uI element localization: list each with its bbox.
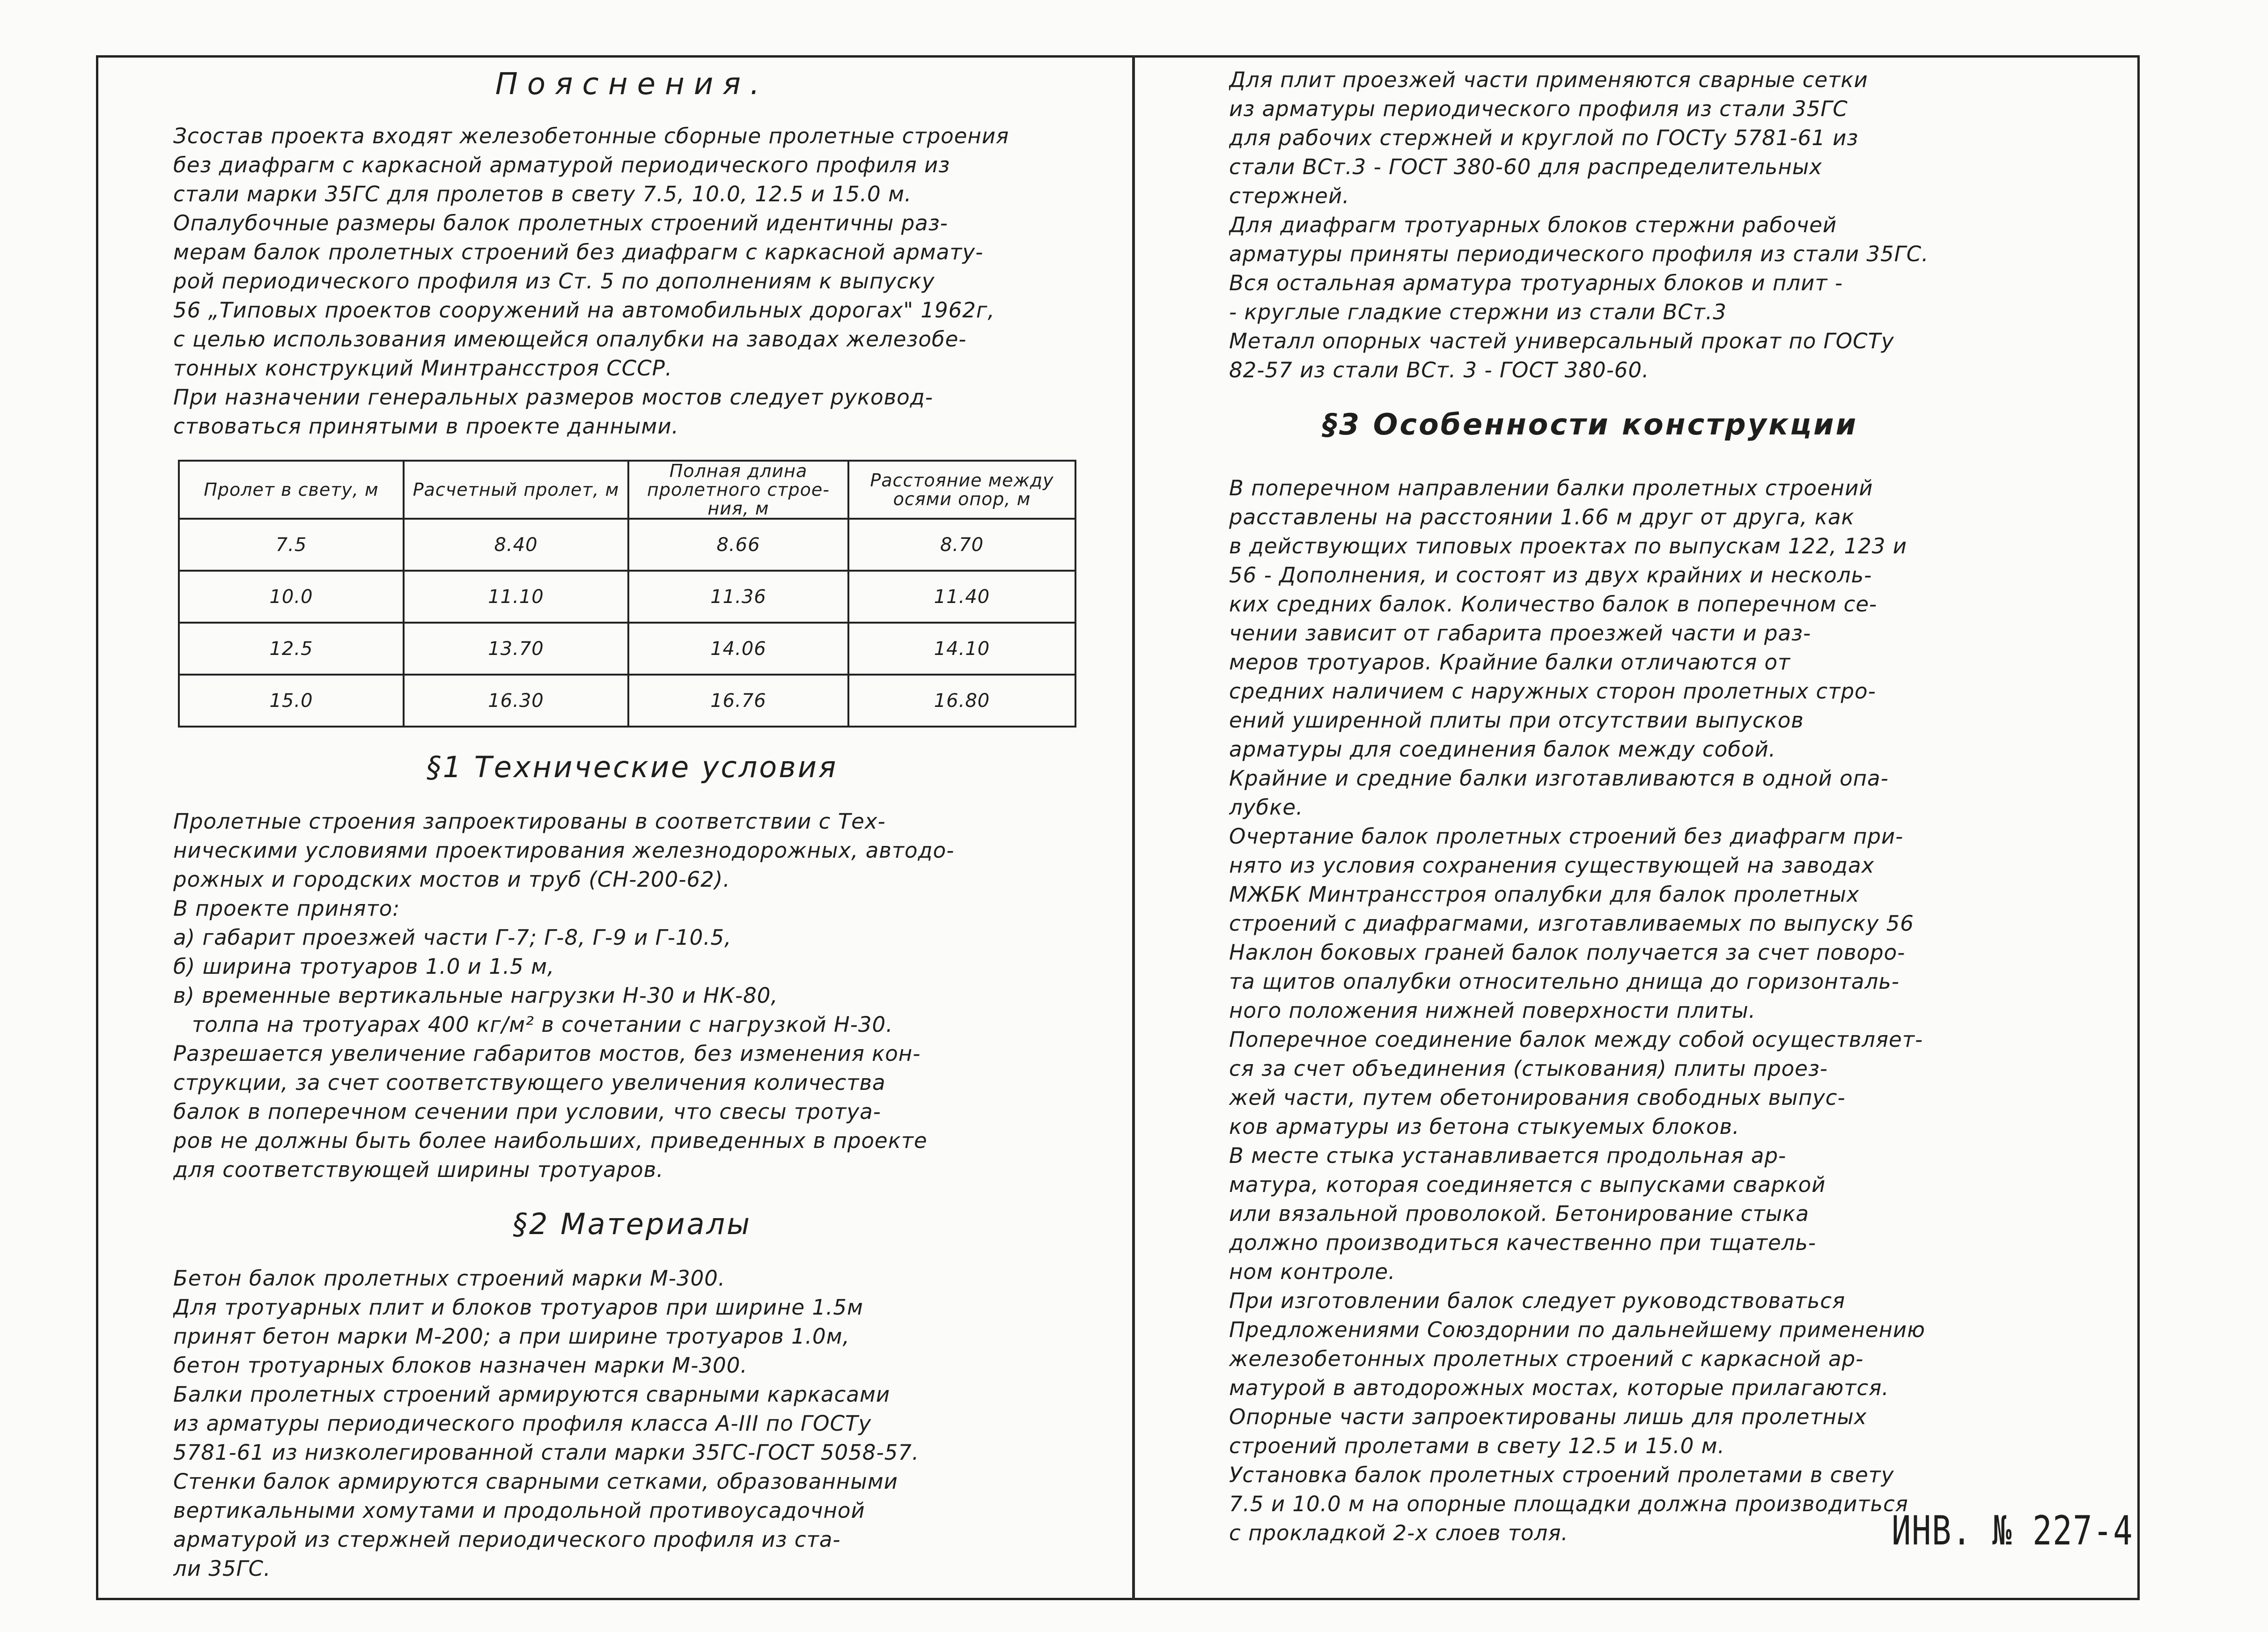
- text-line: Бетон балок пролетных строений марки М-300.: [173, 1266, 726, 1291]
- text-line: Опорные части запроектированы лишь для пролетных: [1229, 1404, 1867, 1429]
- section-3-text: [1229, 474, 2128, 1548]
- table-row: [179, 519, 1075, 571]
- text-line: из арматуры периодического профиля класса А-III по ГОСТу: [173, 1411, 872, 1436]
- text-line: 56 - Дополнения, и состоят из двух крайних и несколь-: [1229, 563, 1872, 588]
- text-line: нято из условия сохранения существующей на заводах: [1229, 853, 1875, 878]
- intro-paragraph: [173, 122, 1091, 441]
- table-row: [179, 675, 1075, 727]
- section-2-text: [173, 1264, 1091, 1583]
- text-line: из арматуры периодического профиля из стали 35ГС: [1229, 96, 1848, 121]
- table-cell: 11.40: [848, 571, 1075, 623]
- text-line: рожных и городских мостов и труб (СН-200-62).: [173, 867, 730, 892]
- text-line: Для диафрагм тротуарных блоков стержни рабочей: [1229, 213, 1837, 237]
- table-cell: 14.10: [848, 623, 1075, 675]
- column-divider: [1132, 55, 1135, 1600]
- table-cell: 8.40: [404, 519, 628, 571]
- table-header: Пролет в свету, м: [179, 461, 404, 519]
- text-line: Опалубочные размеры балок пролетных строений идентичны раз-: [173, 211, 948, 235]
- table-cell: 16.76: [628, 675, 848, 727]
- text-line: чении зависит от габарита проезжей части и раз-: [1229, 621, 1811, 646]
- text-line: с целью использования имеющейся опалубки на заводах железобе-: [173, 327, 967, 352]
- section-1-text: [173, 807, 1091, 1184]
- text-line: строений с диафрагмами, изготавливаемых по выпуску 56: [1229, 911, 1914, 936]
- text-line: Установка балок пролетных строений пролетами в свету: [1229, 1463, 1894, 1487]
- text-line: В месте стыка устанавливается продольная ар-: [1229, 1143, 1787, 1168]
- table-cell: 16.80: [848, 675, 1075, 727]
- text-line: Крайние и средние балки изготавливаются в одной опа-: [1229, 766, 1889, 791]
- text-line: должно производиться качественно при тщатель-: [1229, 1230, 1817, 1255]
- text-line: вертикальными хомутами и продольной противоусадочной: [173, 1498, 865, 1523]
- text-line: или вязальной проволокой. Бетонирование стыка: [1229, 1201, 1809, 1226]
- materials-continued: [1229, 66, 2128, 385]
- text-line: арматурой из стержней периодического профиля из ста-: [173, 1527, 841, 1552]
- text-line: ков арматуры из бетона стыкуемых блоков.: [1229, 1114, 1740, 1139]
- text-line: бетон тротуарных блоков назначен марки М-300.: [173, 1353, 748, 1378]
- text-line: ническими условиями проектирования железнодорожных, автодо-: [173, 838, 955, 863]
- text-line: стали марки 35ГС для пролетов в свету 7.5, 10.0, 12.5 и 15.0 м.: [173, 182, 912, 206]
- text-line: Для тротуарных плит и блоков тротуаров при ширине 1.5м: [173, 1295, 863, 1320]
- text-line: При назначении генеральных размеров мостов следует руковод-: [173, 385, 933, 410]
- text-line: Пролетные строения запроектированы в соответствии с Тех-: [173, 809, 886, 834]
- section-3-title: §3 Особенности конструкции: [1323, 407, 1858, 441]
- text-line: ного положения нижней поверхности плиты.: [1229, 998, 1756, 1023]
- table-cell: 15.0: [179, 675, 404, 727]
- text-line: б) ширина тротуаров 1.0 и 1.5 м,: [173, 954, 555, 979]
- text-line: Очертание балок пролетных строений без диафрагм при-: [1229, 824, 1904, 849]
- text-line: Для плит проезжей части применяются сварные сетки: [1229, 67, 1868, 92]
- text-line: тонных конструкций Минтрансстроя СССР.: [173, 356, 673, 381]
- left-column: [173, 66, 1091, 1583]
- text-line: средних наличием с наружных сторон пролетных стро-: [1229, 679, 1876, 704]
- text-line: Вся остальная арматура тротуарных блоков и плит -: [1229, 271, 1843, 295]
- section-2-title: §2 Материалы: [512, 1207, 752, 1241]
- table-cell: 8.66: [628, 519, 848, 571]
- text-line: - круглые гладкие стержни из стали ВСт.3: [1229, 300, 1727, 324]
- text-line: Поперечное соединение балок между собой осуществляет-: [1229, 1027, 1923, 1052]
- table-header-row: [179, 461, 1075, 519]
- right-column: [1229, 66, 2128, 1548]
- text-line: ся за счет объединения (стыкования) плиты проез-: [1229, 1056, 1828, 1081]
- document-title: Пояснения.: [495, 67, 769, 102]
- text-line: а) габарит проезжей части Г-7; Г-8, Г-9 и Г-10.5,: [173, 925, 732, 950]
- text-line: ений уширенной плиты при отсутствии выпусков: [1229, 708, 1804, 733]
- text-line: Зсостав проекта входят железобетонные сборные пролетные строения: [173, 124, 1009, 148]
- text-line: МЖБК Минтрансстроя опалубки для балок пролетных: [1229, 882, 1860, 907]
- text-line: стержней.: [1229, 184, 1350, 208]
- text-line: арматуры для соединения балок между собой.: [1229, 737, 1776, 762]
- text-line: в) временные вертикальные нагрузки Н-30 и НК-80,: [173, 983, 778, 1008]
- inventory-stamp: ИНВ. № 227-4: [1892, 1507, 2134, 1554]
- text-line: меров тротуаров. Крайние балки отличаются от: [1229, 650, 1791, 675]
- text-line: железобетонных пролетных строений с каркасной ар-: [1229, 1346, 1864, 1371]
- text-line: Разрешается увеличение габаритов мостов, без изменения кон-: [173, 1041, 921, 1066]
- text-line: Металл опорных частей универсальный прокат по ГОСТу: [1229, 329, 1894, 353]
- text-line: рой периодического профиля из Ст. 5 по дополнениям к выпуску: [173, 269, 935, 294]
- text-line: струкции, за счет соответствующего увеличения количества: [173, 1070, 886, 1095]
- text-line: Балки пролетных строений армируются сварными каркасами: [173, 1382, 891, 1407]
- table-cell: 8.70: [848, 519, 1075, 571]
- text-line: При изготовлении балок следует руководствоваться: [1229, 1288, 1846, 1313]
- text-line: для рабочих стержней и круглой по ГОСТу 5781-61 из: [1229, 125, 1859, 150]
- text-line: жей части, путем обетонирования свободных выпус-: [1229, 1085, 1846, 1110]
- text-line: Стенки балок армируются сварными сетками, образованными: [173, 1469, 898, 1494]
- spans-table: [178, 460, 1076, 728]
- text-line: матурой в автодорожных мостах, которые прилагаются.: [1229, 1375, 1889, 1400]
- table-cell: 14.06: [628, 623, 848, 675]
- text-line: строений пролетами в свету 12.5 и 15.0 м.: [1229, 1434, 1725, 1458]
- text-line: балок в поперечном сечении при условии, что свесы тротуа-: [173, 1099, 881, 1124]
- text-line: 5781-61 из низколегированной стали марки 35ГС-ГОСТ 5058-57.: [173, 1440, 920, 1465]
- text-line: с прокладкой 2-х слоев толя.: [1229, 1521, 1568, 1545]
- text-line: 7.5 и 10.0 м на опорные площадки должна производиться: [1229, 1492, 1908, 1516]
- text-line: арматуры приняты периодического профиля из стали 35ГС.: [1229, 242, 1929, 266]
- text-line: 56 „Типовых проектов сооружений на автомобильных дорогах" 1962г,: [173, 298, 995, 323]
- table-cell: 13.70: [404, 623, 628, 675]
- text-line: принят бетон марки М-200; а при ширине тротуаров 1.0м,: [173, 1324, 850, 1349]
- table-cell: 11.36: [628, 571, 848, 623]
- text-line: ном контроле.: [1229, 1259, 1396, 1284]
- text-line: для соответствующей ширины тротуаров.: [173, 1157, 664, 1182]
- text-line: Наклон боковых граней балок получается за счет поворо-: [1229, 940, 1906, 965]
- text-line: В поперечном направлении балки пролетных строений: [1229, 476, 1873, 500]
- table-header: Полная длина пролетного строе-ния, м: [628, 461, 848, 519]
- table-cell: 16.30: [404, 675, 628, 727]
- text-line: стали ВСт.3 - ГОСТ 380-60 для распределительных: [1229, 154, 1822, 179]
- text-line: лубке.: [1229, 795, 1303, 820]
- text-line: В проекте принято:: [173, 896, 400, 921]
- text-line: расставлены на расстоянии 1.66 м друг от друга, как: [1229, 505, 1855, 529]
- table-cell: 11.10: [404, 571, 628, 623]
- text-line: без диафрагм с каркасной арматурой периодического профиля из: [173, 153, 950, 177]
- section-1-title: §1 Технические условия: [426, 750, 838, 784]
- text-line: матура, которая соединяется с выпусками сваркой: [1229, 1172, 1826, 1197]
- text-line: Предложениями Союздорнии по дальнейшему применению: [1229, 1317, 1925, 1342]
- text-line: ров не должны быть более наибольших, приведенных в проекте: [173, 1128, 928, 1153]
- table-cell: 10.0: [179, 571, 404, 623]
- text-line: та щитов опалубки относительно днища до горизонталь-: [1229, 969, 1900, 994]
- table-cell: 7.5: [179, 519, 404, 571]
- table-header: Расстояние между осями опор, м: [848, 461, 1075, 519]
- text-line: толпа на тротуарах 400 кг/м² в сочетании с нагрузкой Н-30.: [192, 1012, 893, 1037]
- text-line: в действующих типовых проектах по выпускам 122, 123 и: [1229, 534, 1907, 559]
- text-line: ли 35ГС.: [173, 1556, 271, 1581]
- table-row: [179, 571, 1075, 623]
- text-line: 82-57 из стали ВСт. 3 - ГОСТ 380-60.: [1229, 358, 1649, 382]
- text-line: мерам балок пролетных строений без диафрагм с каркасной армату-: [173, 240, 984, 265]
- table-cell: 12.5: [179, 623, 404, 675]
- table-header: Расчетный пролет, м: [404, 461, 628, 519]
- text-line: ствоваться принятыми в проекте данными.: [173, 414, 679, 439]
- table-row: [179, 623, 1075, 675]
- text-line: ких средних балок. Количество балок в поперечном се-: [1229, 592, 1878, 617]
